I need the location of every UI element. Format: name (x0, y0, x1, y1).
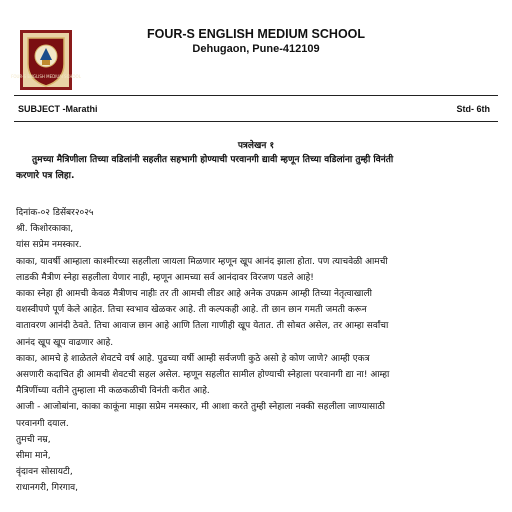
letter-line: लाडकी मैत्रीण स्नेहा सहलीला येणार नाही, म्हणून आमच्या सर्व आनंदावर विरजण पडले आहे! (16, 272, 314, 283)
header-divider-bottom (14, 121, 498, 122)
page-title: पत्रलेखन १ (237, 141, 275, 151)
prompt-line: तुमच्या मैत्रिणीला तिच्या वडिलांनी सहलीत सहभागी होण्याची परवानगी द्यावी म्हणून तिच्या वडिलांना तुम्ही विनंती (32, 155, 394, 165)
question-prompt (16, 152, 496, 184)
letter-line: काका, यावर्षी आम्हाला काश्मीरच्या सहलीला जायला मिळणार म्हणून खूप आनंद झाला होता. पण त्याचवेळी आमची (16, 256, 388, 267)
letter-line: तुमची नम्र, (16, 434, 51, 445)
school-name: FOUR-S ENGLISH MEDIUM SCHOOL (146, 27, 366, 41)
letter-line: काका, आमचे हे शाळेतले शेवटचे वर्ष आहे. पुढच्या वर्षी आम्ही सर्वजणी कुठे असो हे कोण जाणे? आम्ही एकत्र (16, 353, 370, 364)
school-address: Dehugaon, Pune-412109 (192, 43, 320, 55)
letter-line: मैत्रिणींच्या वतीने तुम्हाला मी कळकळीची विनंती करीत आहे. (16, 386, 210, 397)
prompt-line: करणारे पत्र लिहा. (16, 171, 75, 181)
header-divider-top (14, 95, 498, 96)
letter-line: आजी - आजोबांना, काका काकूंना माझा सप्रेम नमस्कार, मी आशा करते तुम्ही स्नेहाला नक्की सहलीला जाण्यासाठी (16, 402, 385, 413)
closing-line: सीमा माने, (16, 451, 51, 462)
addressee-line: श्री. किशोरकाका, (16, 224, 74, 235)
letter-line: काका स्नेहा ही आमची केवळ मैत्रीणच नाहीः तर ती आमची लीडर आहे अनेक उपक्रम आम्ही तिच्या नेतृत्वाखाली (16, 289, 372, 300)
standard-label: Std- 6th (456, 104, 490, 114)
salutation-line: यांस सप्रेम नमस्कार. (16, 240, 82, 251)
letter-line: आनंद खूप खूप वाढणार आहे. (16, 337, 114, 348)
letter-line: यशस्वीपणे पूर्ण केले आहेत. तिचा स्वभाव खेळकर आहे. ती कल्पकही आहे. ती छान छान गमती जमती करून (16, 305, 367, 316)
signature-line: वृंदावन सोसायटी, (16, 467, 73, 478)
address-line: राधानगरी, गिरगाव, (16, 483, 79, 494)
date-line: दिनांक-०२ डिसेंबर२०२५ (16, 208, 94, 218)
letter-line: परवानगी दयाल. (16, 418, 69, 429)
letter-line: वातावरण आनंदी ठेवते. तिचा आवाज छान आहे आणि तिला गाणीही खूप येतात. ती सोबत असेल, तर आम्हा सर्वांचा (16, 321, 389, 332)
letter-body (16, 205, 500, 497)
logo-text: FOUR-S ENGLISH MEDIUM SCHOOL (11, 74, 81, 79)
subject-label: SUBJECT -Marathi (18, 104, 98, 114)
letter-line: असणारी कदाचित ही आमची शेवटची सहल असेल. म्हणून सहलीत सामील होण्याची स्नेहाला परवानगी द्या ना! आम्हा (16, 370, 390, 381)
